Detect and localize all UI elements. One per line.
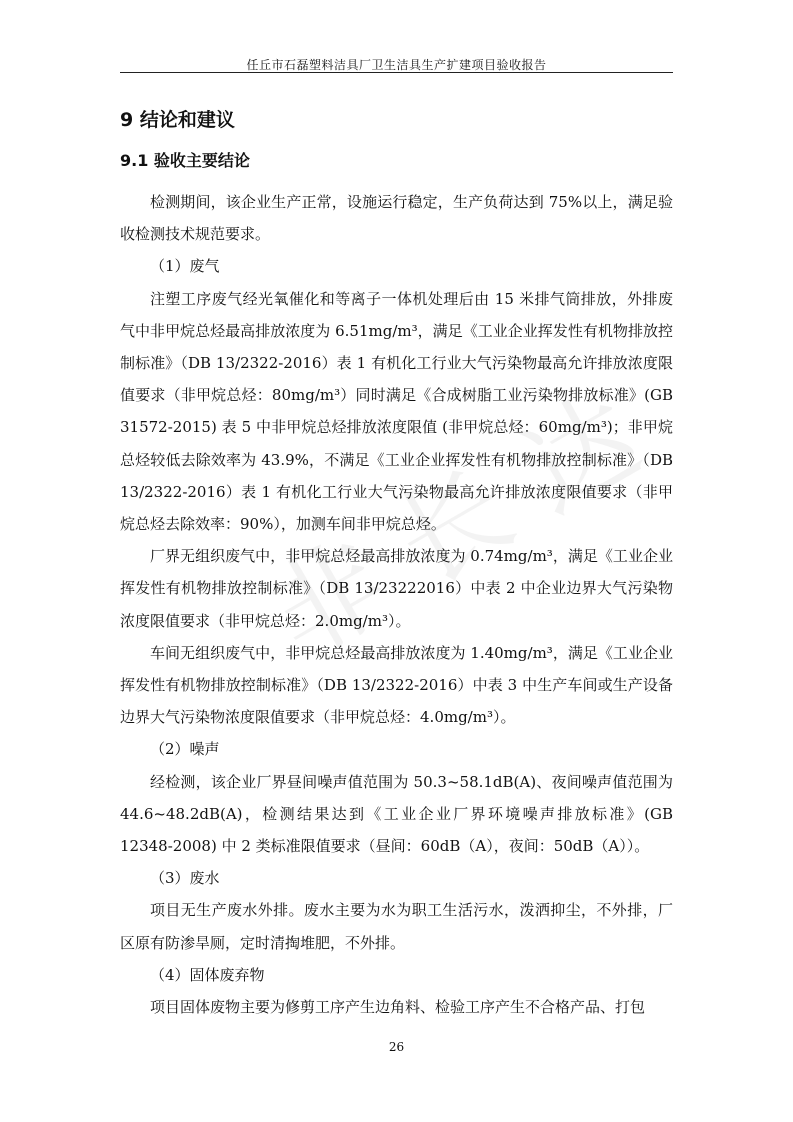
paragraph-intro: 检测期间，该企业生产正常，设施运行稳定，生产负荷达到 75%以上，满足验收检测技术规范要求。 <box>120 193 673 244</box>
paragraph-organized-emission: 注塑工序废气经光氧催化和等离子一体机处理后由 15 米排气筒排放，外排废气中非甲烷总烃最高排放浓度为 6.51mg/m³，满足《工业企业挥发性有机物排放控制标准》（DB 13/2322-2016）表 1 有机化工行业大气污染物最高允许排放浓度限值要求（非甲烷总烃：80mg/m³）同时满足《合成树脂工业污染物排放标准》(GB 31572-2015) 表 5 中非甲烷总烃排放浓度限值 (非甲烷总烃：60mg/m³)；非甲烷总烃较低去除效率为 43.9%，不满足《工业企业挥发性有机物排放控制标准》（DB 13/2322-2016）表 1 有机化工行业大气污染物最高允许排放浓度限值要求（非甲烷总烃去除效率：90%），加测车间非甲烷总烃。 <box>120 289 673 534</box>
subheading-solid-waste: （4）固体废弃物 <box>150 965 265 984</box>
page-number: 26 <box>388 1040 405 1054</box>
subsection-heading: 9.1 验收主要结论 <box>120 151 250 170</box>
paragraph-boundary-emission: 厂界无组织废气中，非甲烷总烃最高排放浓度为 0.74mg/m³，满足《工业企业挥发性有机物排放控制标准》（DB 13/23222016）中表 2 中企业边界大气污染物浓度限值要求（非甲烷总烃：2.0mg/m³）。 <box>120 547 673 630</box>
paragraph-noise: 经检测，该企业厂界昼间噪声值范围为 50.3~58.1dB(A)、夜间噪声值范围为 44.6~48.2dB(A)，检测结果达到《工业企业厂界环境噪声排放标准》(GB 12348-2008) 中 2 类标准限值要求（昼间：60dB（A），夜间：50dB（A））。 <box>120 772 673 856</box>
section-heading: 9 结论和建议 <box>120 109 235 131</box>
body-text <box>120 186 673 1023</box>
header-divider <box>120 72 673 73</box>
paragraph-solid-waste: 项目固体废物主要为修剪工序产生边角料、检验工序产生不合格产品、打包 <box>150 998 646 1017</box>
subheading-wastewater: （3）废水 <box>150 869 220 888</box>
subheading-noise: （2）噪声 <box>150 740 220 759</box>
running-header: 任丘市石磊塑料洁具厂卫生洁具生产扩建项目验收报告 <box>246 58 547 72</box>
paragraph-workshop-emission: 车间无组织废气中，非甲烷总烃最高排放浓度为 1.40mg/m³，满足《工业企业挥发性有机物排放控制标准》（DB 13/2322-2016）中表 3 中生产车间或生产设备边界大气污染物浓度限值要求（非甲烷总烃：4.0mg/m³）。 <box>120 643 673 727</box>
paragraph-wastewater: 项目无生产废水外排。废水主要为水为职工生活污水，泼洒抑尘，不外排，厂区原有防渗旱厕，定时清掏堆肥，不外排。 <box>120 901 673 952</box>
subheading-exhaust-gas: （1）废气 <box>150 257 220 276</box>
